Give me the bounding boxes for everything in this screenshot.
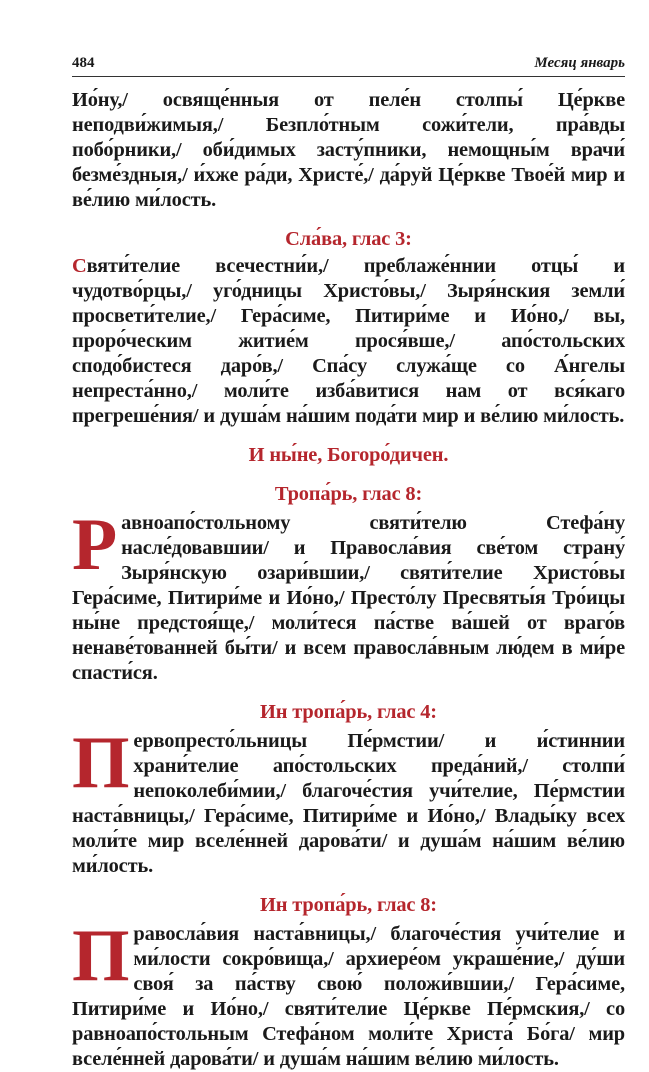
page-number: 484: [72, 55, 95, 71]
in-tropar-8-text: равосла́вия наста́вницы,/ благоче́стия учи́телие и ми́лости сокро́вища,/ архиере́ом украше́ние,/ ду́ши своя́ за па́ству свою́ положи́вшии,/ Гера́симе, Питири́ме и Ио́но,/ святи́телие Це́ркве Пе́рмския,/ со равноапо́стольным Стефа́ном моли́те Христа́ Бо́га/ мир вселе́нней дарова́ти/ и душа́м на́шим ве́лию ми́лость.: [72, 923, 625, 1070]
page-body: [72, 88, 625, 1072]
in-tropar-8-dropcap: П: [72, 915, 130, 997]
page-header: [72, 42, 625, 77]
heading-tropar-8: Тропа́рь, глас 8:: [274, 483, 423, 505]
slava-text: вяти́телие всечестни́и,/ преблаже́ннии отцы́ и чудотво́рцы,/ уго́дницы Христо́вы,/ Зыря́нския земли́ просвети́телие,/ Гера́симе, Питири́ме и Ио́но,/ вы, проро́ческим житие́м прося́вше,/ апо́стольских сподо́бистеся даро́в,/ Спа́су служа́ще со А́нгелы непреста́нно,/ моли́те изба́витися нам от вся́каго прегреше́ния/ и душа́м на́шим пода́ти мир и ве́лию ми́лость.: [72, 255, 625, 427]
slava-initial: С: [72, 255, 87, 277]
in-tropar-4-text: ервопресто́льницы Пе́рмстии/ и и́стиннии храни́телие апо́стольских преда́ний,/ столпи́ непоколеби́мии,/ благоче́стия учи́телие, Пе́рмстии наста́вницы,/ Гера́симе, Питири́ме и Ио́но,/ Влады́ку всех моли́те мир вселе́нней дарова́ти/ и душа́м на́шим ве́лию ми́лость.: [72, 730, 625, 877]
heading-in-tropar-8: Ин тропа́рь, глас 8:: [260, 894, 437, 916]
intro-paragraph: Ио́ну,/ освяще́нныя от пеле́н столпы́ Це́ркве неподви́жимыя,/ Безпло́тным сожи́тели, пра́вды побо́рники,/ оби́димых засту́пники, немощны́м врачи́ безме́здныя,/ и́хже ра́ди, Христе́,/ да́руй Це́ркве Твое́й мир и ве́лию ми́лость.: [72, 89, 625, 211]
in-tropar-4-paragraph: [72, 722, 625, 879]
in-tropar-4-dropcap: П: [72, 722, 130, 804]
running-title: Месяц январь: [534, 55, 625, 71]
in-tropar-8-paragraph: [72, 915, 625, 1072]
heading-in-tropar-4: Ин тропа́рь, глас 4:: [260, 701, 437, 723]
slava-paragraph: [72, 254, 625, 429]
heading-i-nyne: И ны́не, Богоро́дичен.: [248, 444, 449, 466]
heading-slava: Сла́ва, глас 3:: [285, 228, 412, 250]
tropar-8-dropcap: Р: [72, 504, 118, 586]
tropar-8-text: авноапо́стольному святи́телю Стефа́ну насле́довавшии/ и Правосла́вия све́том страну́ Зыря́нскую озари́вшии,/ святи́телие Христо́вы Гера́симе, Питири́ме и Ио́но,/ Престо́лу Пресвяты́я Тро́ицы ны́не предстоя́ще,/ моли́теся па́стве ва́шей от враго́в ненаве́тованней бы́ти/ и всем правосла́вным лю́дем в ми́ре спасти́ся.: [72, 512, 625, 684]
tropar-8-paragraph: [72, 504, 625, 686]
